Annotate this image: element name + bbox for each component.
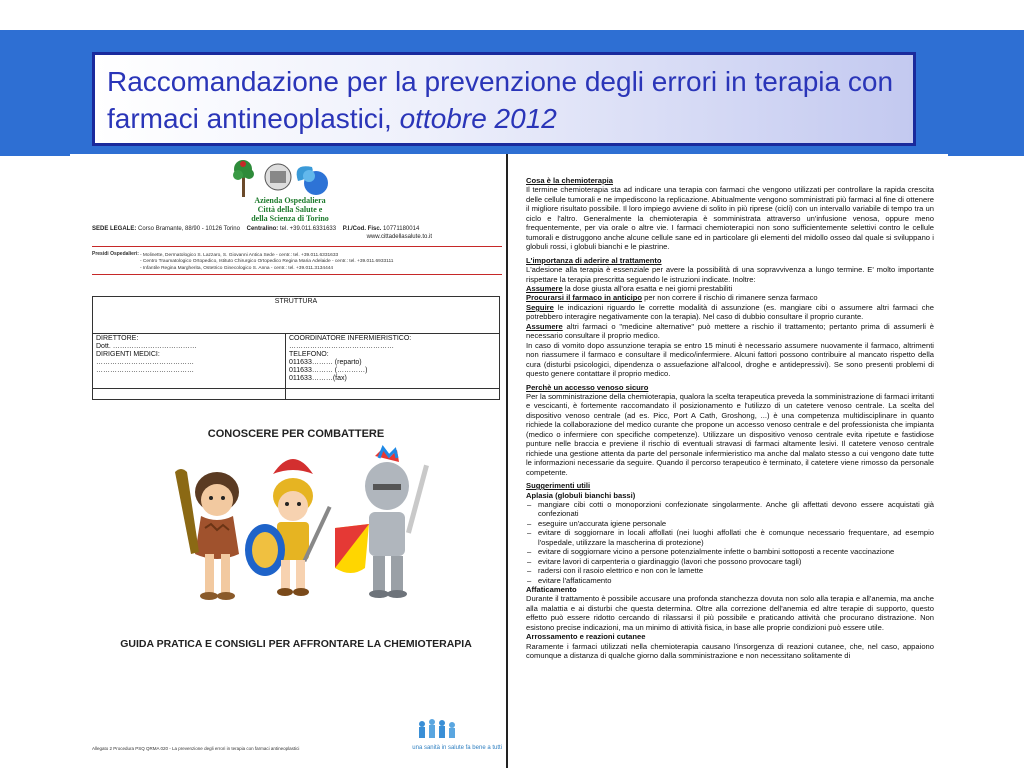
piva-value: 10771180014	[383, 226, 420, 232]
table-header-struttura: STRUTTURA	[93, 297, 500, 334]
dots-placeholder: ……………………………………	[96, 359, 194, 366]
coordinatore-label: COORDINATORE INFERMIERISTICO:	[289, 335, 412, 342]
instruction-line	[526, 322, 934, 341]
section-body: Raramente i farmaci utilizzati nella chemioterapia causano l'insorgenza di reazioni cutanee, che, nel caso, appaiono comunque a distanza di qualche giorno dalla somministrazione e non necessitano solitamente di	[526, 641, 934, 661]
table-empty-cell	[93, 389, 286, 400]
hospital-name-line: Azienda Ospedaliera	[254, 196, 326, 205]
list-item: – evitare lavori di carpenteria o giardinaggio (lavori che possono provocare tagli)	[538, 557, 934, 566]
section-title: Cosa è la chemioterapia	[526, 176, 613, 185]
hospital-name	[210, 196, 370, 223]
instruction-text: per non correre il rischio di rimanere senza farmaco	[642, 293, 818, 303]
list-item: – mangiare cibi cotti o monoporzioni confezionate singolarmente. Anche gli affettati devono essere acquistati già confezionati	[538, 500, 934, 519]
instruction-text: le indicazioni riguardo le corrette modalità di assunzione (es. mangiare cibi o assumere altri farmaci che potrebbero interagire negativamente con la terapia). Nel caso di dubbio consultare il proprio curante.	[526, 302, 934, 322]
direttore-label: DIRETTORE:	[96, 335, 139, 342]
list-item: – evitare l'affaticamento	[538, 576, 934, 585]
brochure-cover-page	[70, 154, 506, 768]
presidi-line: - Molinette, Dermatologico S. Lazzaro, S. Giovanni Antica Sede - centr.: tel. +39.011.6331633	[140, 252, 339, 258]
keyword: Seguire	[526, 302, 554, 312]
instruction-text: altri farmaci o "medicine alternative" può mettere a rischio il trattamento; pertanto prima di assumerli è necessario consultare il proprio medico.	[526, 321, 934, 341]
warriors-illustration-icon	[165, 444, 435, 619]
section-title: L'importanza di aderire al trattamento	[526, 255, 662, 265]
instruction-line	[526, 284, 934, 293]
slide-title	[107, 63, 901, 137]
legal-address	[92, 226, 502, 241]
list-item: – evitare di soggiornare vicino a persone potenzialmente infette o bambini sottoposti a recente vaccinazione	[538, 547, 934, 556]
telefono-line: 011633……… (…………)	[289, 367, 368, 374]
brochure-text-page	[508, 154, 948, 768]
instruction-line	[526, 293, 934, 302]
table-empty-cell	[286, 389, 500, 400]
subsection-title: Aplasia (globuli bianchi bassi)	[526, 490, 636, 500]
people-group-icon	[414, 716, 462, 740]
presidi-ospedalieri	[92, 251, 502, 272]
sede-label: SEDE LEGALE:	[92, 226, 137, 232]
instruction-text: la dose giusta all'ora esatta e nei giorni prestabiliti	[562, 283, 733, 293]
keyword: Assumere	[526, 283, 563, 293]
red-divider	[92, 246, 502, 247]
hospital-name-line: della Scienza di Torino	[251, 214, 329, 223]
instruction-line	[526, 303, 934, 322]
cover-heading: CONOSCERE PER COMBATTERE	[207, 428, 385, 440]
structure-table	[92, 296, 500, 400]
guide-title: GUIDA PRATICA E CONSIGLI PER AFFRONTARE LA CHEMIOTERAPIA	[120, 638, 472, 650]
section-title: Suggerimenti utili	[526, 481, 591, 491]
presidi-line: - Infantile Regina Margherita, Ostetrico Ginecologico S. Anna - centr.: tel. +39.011.3134444	[140, 265, 334, 271]
keyword: Assumere	[526, 321, 563, 331]
slide-title-box	[92, 52, 916, 146]
text-column	[526, 176, 934, 661]
red-divider	[92, 274, 502, 275]
title-separator: ,	[384, 103, 400, 134]
footer-slogan: una sanità in salute fa bene a tutti	[412, 745, 502, 751]
centralino-label: Centralino:	[246, 226, 279, 232]
subsection-title: Arrossamento e reazioni cutanee	[526, 632, 646, 642]
suggestions-list	[526, 500, 934, 585]
title-main: Raccomandazione per la prevenzione degli errori in terapia con farmaci antineoplastici	[107, 66, 894, 134]
section-body: In caso di vomito dopo assunzione terapia se entro 15 minuti è necessario assumere nuovamente il farmaco, altrimenti non riassumere il farmaco e consultare il medico/infermiere. Alcuni fattori possono contribuire al mancato rispetto della cura (disturbi psicologici, dipendenza o assuefazione all'alcool, droghe e antidepressivi). Se sono presenti problemi di questo genere contattare il proprio medico.	[526, 340, 934, 379]
section-body: Il termine chemioterapia sta ad indicare una terapia con farmaci che vengono utilizzati per controllare la rapida crescita delle cellule tumorali e ne impediscono la replicazione. Abitualmente vengono somministrati più farmaci al fine di ottenere il migliore risultato possibile. Il loro impiego avviene di solito in più riprese (cicli) con un intervallo variabile di tempo tra un ciclo e l'altro. Generalmente la chemioterapia è somministrata attraverso un'infusione venosa, oppure meno frequentemente, per via orale o altre vie. I farmaci chemioterapici non sono sufficientemente selettivi contro le cellule tumorali e distruggono anche alcune cellule sane ed in particolare gli elementi del midollo osseo dal quale si sviluppano i globuli rossi, i globuli bianchi e le piastrine.	[526, 185, 934, 252]
list-item: – radersi con il rasoio elettrico e non con le lamette	[538, 566, 934, 575]
list-item: – eseguire un'accurata igiene personale	[538, 519, 934, 528]
section-body: L'adesione alla terapia è essenziale per avere la possibilità di una sopravvivenza a lungo termine. E' molto importante rispettare la terapia prescritta seguendo le istruzioni indicate. Inoltre:	[526, 265, 934, 284]
telefono-label: TELEFONO:	[289, 351, 329, 358]
dots-placeholder: ………………………………………	[289, 343, 394, 350]
dott-placeholder: Dott. ………………………………	[96, 343, 197, 350]
sede-address: Corso Bramante, 88/90 - 10126 Torino	[138, 226, 240, 232]
presidi-label: Presidi Ospedalieri:	[92, 251, 139, 257]
section-body: Durante il trattamento è possibile accusare una profonda stanchezza dovuta non solo alla terapia e all'anemia, ma anche alla malattia e ai disturbi che questa determina. Oltre alla correzione dell'anemia ed altre terapie di supporto, questo effetto può essere ridotto cercando di rilassarsi il più possibile e praticando attività che procurano distrazione. Non esistono precise indicazioni, ma un minimo di attività fisica, in base alle proprie condizioni può essere utile.	[526, 594, 934, 632]
dirigenti-label: DIRIGENTI MEDICI:	[96, 351, 160, 358]
table-cell-coordinatore	[286, 334, 500, 389]
title-date: ottobre 2012	[399, 103, 557, 134]
keyword: Procurarsi il farmaco in anticipo	[526, 293, 643, 303]
dots-placeholder: ……………………………………	[96, 367, 194, 374]
centralino-value: tel. +39.011.6331633	[279, 226, 337, 232]
cover-footer	[92, 744, 502, 764]
website-link: www.cittadellasalute.to.it	[366, 233, 432, 240]
subsection-title: Affaticamento	[526, 585, 577, 595]
hospital-name-line: Città della Salute e	[257, 205, 323, 214]
telefono-line: 011633……… (reparto)	[289, 359, 362, 366]
list-item: – evitare di soggiornare in locali affollati (nei luoghi affollati che è comunque necessario frequentare, ad esempio l'ospedale, utilizzare la mascherina di protezione)	[538, 528, 934, 547]
piva-label: P.I./Cod. Fisc.	[342, 226, 382, 232]
telefono-line: 011633………(fax)	[289, 375, 347, 382]
table-cell-direttore	[93, 334, 286, 389]
presidi-line: - Centro Traumatologico Ortopedico, Istituto Chirurgico Ortopedico Regina Maria Adelaide - centr.: tel. +39.011.6933111	[140, 259, 394, 264]
section-title: Perchè un accesso venoso sicuro	[526, 382, 649, 392]
footer-procedure-note: Allegato 2 Procedura PSQ QRMA 020 - La prevenzione degli errori in terapia con farmaci antineoplastici	[92, 746, 300, 751]
section-body: Per la somministrazione della chemioterapia, qualora la scelta terapeutica preveda la somministrazione di farmaci irritanti e vescicanti, è fortemente raccomandato il posizionamento e l'utilizzo di un catetere venoso centrale. La scelta del dispositivo venoso centrale (ad es. Picc, Port A Cath, Groshong, ...) è una competenza multidisciplinare in quanto richiede la collaborazione del medico curante che propone un accesso venoso centrale e del professionista che impianta (medico o infermiere con specifiche competenze). Utilizzare un dispositivo venoso centrale evita ripetute e fastidiose punture nelle braccia e previene il rischio di eventuali stravasi di farmaci altamente lesivi. Il catetere venoso centrale richiede una gestione attenta da parte del personale infermieristico ma anche dal malato stesso a cui vengono date tutte le informazioni necessarie da seguire. Quando il percorso terapeutico è terminato, il catetere viene rimosso da personale competente.	[526, 391, 934, 477]
